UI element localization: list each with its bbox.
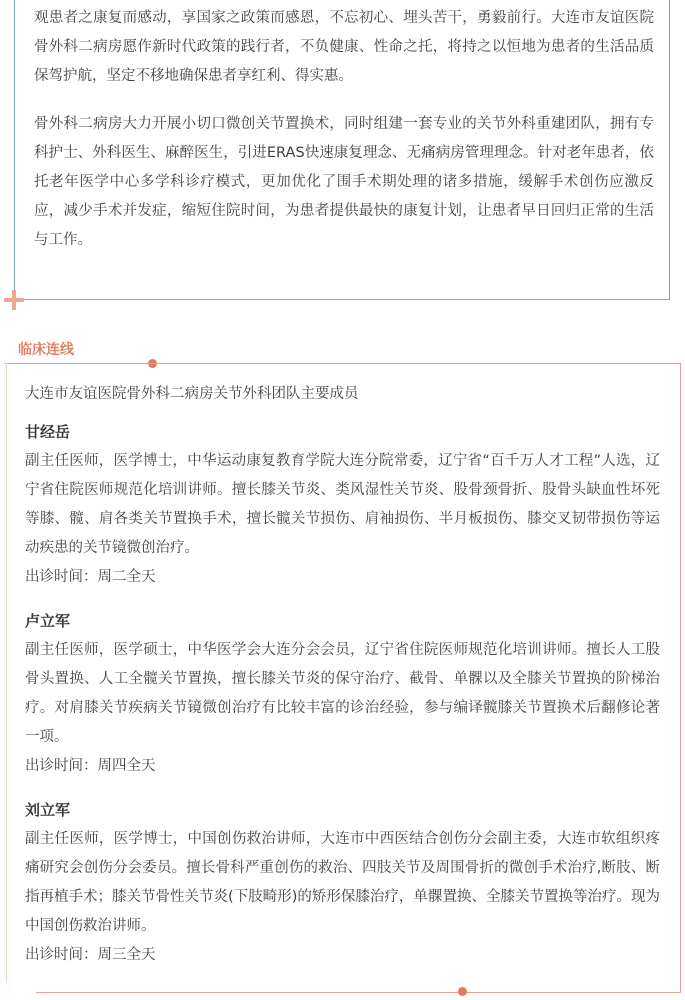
- team-frame-left: [6, 363, 7, 983]
- team-frame-bottom: [36, 992, 681, 993]
- dot-ornament: [458, 987, 467, 996]
- intro-paragraph: 骨外科二病房大力开展小切口微创关节置换术，同时组建一套专业的关节外科重建团队，拥有专科护士、外科医生、麻醉医生，引进ERAS快速康复理念、无痛病房管理理念。针对老年患者，依托老年医学中心多学科诊疗模式，更加优化了围手术期处理的诸多措施，缓解手术创伤应激反应，减少手术并发症，缩短住院时间，为患者提供最快的康复计划，让患者早日回归正常的生活与工作。: [34, 116, 654, 248]
- member-name: 刘立军: [25, 801, 71, 819]
- member-clinic-time: 出诊时间：周三全天: [25, 947, 156, 963]
- member-clinic-time: 出诊时间：周二全天: [25, 569, 156, 585]
- member-bio: 副主任医师，医学博士，中华运动康复教育学院大连分院常委，辽宁省“百千万人才工程”人选，辽宁省住院医师规范化培训讲师。擅长膝关节炎、类风湿性关节炎、股骨颈骨折、股骨头缺血性坏死等膝、髋、肩各类关节置换手术，擅长髋关节损伤、肩袖损伤、半月板损伤、膝交叉韧带损伤等运动疾患的关节镜微创治疗。: [25, 453, 660, 556]
- team-content: [25, 380, 660, 984]
- intro-text: [34, 4, 654, 274]
- member-card: [25, 417, 660, 592]
- member-name: 甘经岳: [25, 423, 71, 441]
- member-card: [25, 795, 660, 970]
- intro-paragraph: 观患者之康复而感动，享国家之政策而感恩，不忘初心、埋头苦干，勇毅前行。大连市友谊医院骨外科二病房愿作新时代政策的践行者，不负健康、性命之托，将持之以恒地为患者的生活品质保驾护航，坚定不移地确保患者享红利、得实惠。: [34, 10, 654, 84]
- member-clinic-time: 出诊时间：周四全天: [25, 758, 156, 774]
- team-heading: 大连市友谊医院骨外科二病房关节外科团队主要成员: [25, 386, 359, 402]
- member-bio: 副主任医师，医学硕士，中华医学会大连分会会员，辽宁省住院医师规范化培训讲师。擅长人工股骨头置换、人工全髋关节置换，擅长膝关节炎的保守治疗、截骨、单髁以及全膝关节置换的阶梯治疗。对肩膝关节疾病关节镜微创治疗有比较丰富的诊治经验，参与编译髋膝关节置换术后翻修论著一项。: [25, 642, 660, 745]
- plus-icon: [4, 290, 24, 310]
- member-name: 卢立军: [25, 612, 71, 630]
- member-bio: 副主任医师，医学博士，中国创伤救治讲师，大连市中西医结合创伤分会副主委，大连市软组织疼痛研究会创伤分会委员。擅长骨科严重创伤的救治、四肢关节及周围骨折的微创手术治疗,断肢、断指再植手术；膝关节骨性关节炎(下肢畸形)的矫形保膝治疗，单髁置换、全膝关节置换等治疗。现为中国创伤救治讲师。: [25, 831, 660, 934]
- section-title: 临床连线: [18, 342, 74, 358]
- member-card: [25, 606, 660, 781]
